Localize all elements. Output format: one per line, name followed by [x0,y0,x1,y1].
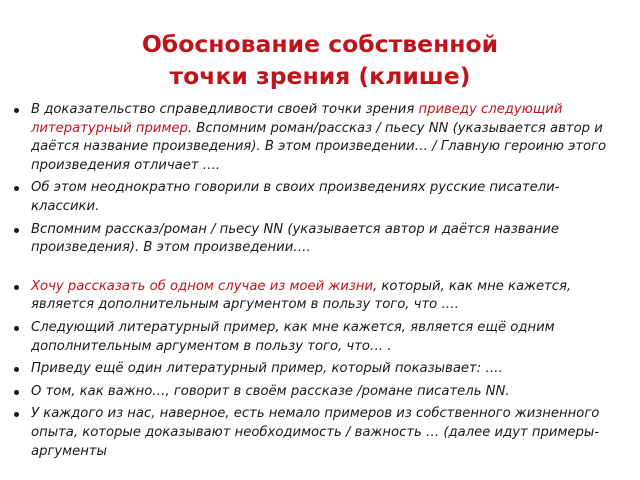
bullet-icon [14,285,19,290]
item-text-tail: , который, как мне кажется, является дополнительным аргументом в пользу того, что …. [31,278,572,313]
item-accent-text: Хочу рассказать об одном случае из моей жизни [31,278,374,294]
item-text: О том, как важно…, говорит в своём рассказе /романе писатель NN. [31,383,510,399]
list-item [14,179,624,216]
item-text: Вспомним рассказ/роман / пьесу NN (указывается автор и даётся название произведения). В этом произведении…. [31,221,559,256]
bullet-icon [14,390,19,395]
slide-title-line-2: точки зрения (клише) [169,62,471,90]
list-item [14,101,624,175]
slide-title-line-1: Обоснование собственной [141,30,499,58]
bullet-icon [14,326,19,331]
cliche-list [14,101,624,465]
item-accent-text: приведу следующий литературный пример [31,102,563,136]
list-item [14,319,624,356]
list-item [14,278,624,315]
item-text-tail: . Вспомним роман/рассказ / пьесу NN (указывается автор и даётся название произведения). В этом произведении… / Главную героиню этого произведения отличает …. [31,120,607,173]
bullet-icon [14,367,19,372]
list-item [14,360,624,379]
item-text: У каждого из нас, наверное, есть немало примеров из собственного жизненного опыта, которые доказывают необходимость / важность … (далее идут примеры- аргументы [31,406,600,459]
item-text: Приведу ещё один литературный пример, который показывает: …. [31,361,503,377]
bullet-icon [14,228,19,233]
item-text: Об этом неоднократно говорили в своих произведениях русские писатели-классики. [31,180,560,214]
list-item [14,383,624,402]
bullet-icon [14,186,19,191]
list-item [14,221,624,258]
item-text: Следующий литературный пример, как мне кажется, является ещё одним дополнительным аргументом в пользу того, что… . [31,319,555,354]
list-item [14,405,624,461]
item-text: В доказательство справедливости своей точки зрения [31,102,419,117]
bullet-icon [14,412,19,417]
bullet-icon [14,108,19,113]
slide-title [0,28,640,92]
